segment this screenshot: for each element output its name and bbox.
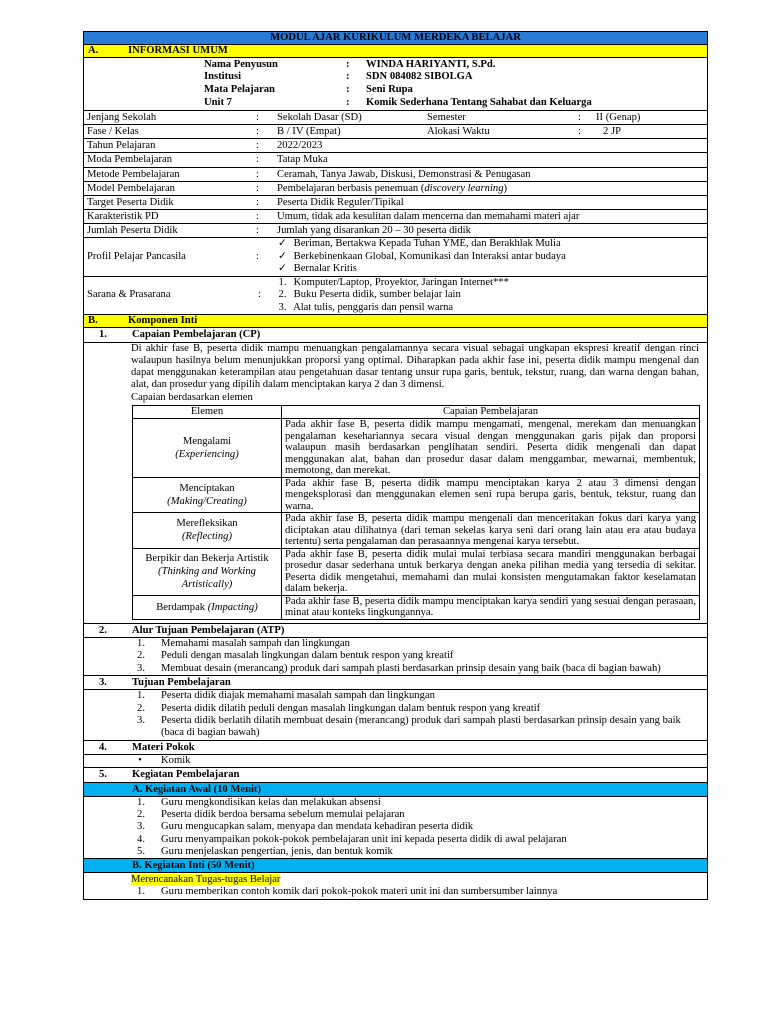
info-colon: : [256,250,259,262]
element-english: (Impacting) [207,601,258,613]
sarana-item [274,277,707,290]
kegiatan-inti-body [84,873,707,899]
cp-label: Capaian Pembelajaran (CP) [132,329,261,341]
list-item [131,703,699,715]
identity-value: WINDA HARIYANTI, S.Pd. [366,58,496,70]
atp-heading [84,624,707,639]
identity-institution [84,71,707,84]
list-item [131,715,699,740]
sarana-item [274,302,707,315]
item-text: Memahami masalah sampah dan lingkungan [161,638,350,650]
element-description: Pada akhir fase B, peserta didik mampu mengenali dan menceritakan fokus dari karya yang diciptakan atau dilihatnya (dari teman sekelas karya seni dari orang lain atau era atau budaya tertentu) serta pengalaman dan perasaannya mengenai karya tersebut. [282,513,700,549]
identity-colon: : [346,84,350,96]
element-cell [133,477,282,513]
list-item [131,821,699,833]
element-english: (Thinking and Working Artistically) [158,566,256,591]
item-number: 3. [137,715,145,726]
kegiatan-label: Kegiatan Pembelajaran [132,769,240,781]
model-italic: discovery learning [424,182,504,194]
item-number: 1. [137,796,145,808]
info-value: 2 JP [603,126,621,138]
checkmark-icon: ✓ [278,263,287,275]
list-item [131,690,699,702]
list-item [131,755,699,767]
info-row-karakteristik [84,210,707,224]
identity-block [84,58,707,111]
info-row-target [84,196,707,210]
info-key: Tahun Pelajaran [87,140,156,152]
info-value: Peserta Didik Reguler/Tipikal [277,196,404,208]
materi-heading [84,741,707,756]
tujuan-number: 3. [99,676,107,688]
lesson-module-page [83,31,708,900]
cp-body [84,343,707,624]
identity-value: Seni Rupa [366,84,413,96]
info-key: Metode Pembelajaran [87,168,180,180]
item-number: 4. [137,833,145,845]
identity-subject [84,84,707,97]
identity-colon: : [346,71,350,83]
info-colon: : [256,196,259,208]
item-text: Alat tulis, penggaris dan pensil warna [293,301,454,313]
table-row [133,548,700,595]
info-key: Karakteristik PD [87,210,159,222]
item-number: 1. [137,886,145,898]
element-name: Mengalami [182,435,232,447]
element-cell [133,548,282,595]
section-a-label: INFORMASI UMUM [128,45,228,56]
materi-number: 4. [99,741,107,753]
identity-key: Unit 7 [204,96,232,108]
item-text: Buku Peserta didik, sumber belajar lain [293,289,461,301]
identity-key: Institusi [204,71,242,83]
info-colon: : [256,140,259,152]
info-key: Semester [427,112,466,124]
info-colon: : [256,210,259,222]
info-value: Umum, tidak ada kesulitan dalam mencerna dan memahami materi ajar [277,210,580,222]
info-key: Fase / Kelas [87,126,139,138]
item-number: 2. [278,289,287,301]
item-number: 1. [137,690,145,702]
profil-text: Bernalar Kritis [293,263,357,275]
item-text: Guru memberikan contoh komik dari pokok-pokok materi unit ini dan sumbersumber lainnya [161,886,558,898]
element-description: Pada akhir fase B, peserta didik mampu menciptakan karya sendiri yang sesuai dengan perasaan, minat atau konteks lingkungannya. [282,595,700,619]
table-header-elemen: Elemen [133,406,282,419]
item-text: Peserta didik berdoa bersama sebelum memulai pelajaran [161,809,405,821]
tujuan-body [84,690,707,740]
kegiatan-inti-sub [131,873,699,886]
item-text: Guru mengkondisikan kelas dan melakukan absensi [161,796,381,808]
element-cell [133,419,282,478]
kegiatan-awal-label: A. Kegiatan Awal (10 Menit) [132,783,261,795]
element-cell [133,595,282,619]
item-text: Komputer/Laptop, Proyektor, Jaringan Internet*** [293,276,509,288]
identity-value: SDN 084082 SIBOLGA [366,71,473,83]
table-header-capaian: Capaian Pembelajaran [282,406,700,419]
element-description: Pada akhir fase B, peserta didik mulai mulai terbiasa secara mandiri menggunakan berbagai prosedur dasar sederhana untuk berkarya dengan aneka pilihan media yang tersedia di sekitar. Peserta didik mengetahui, memahami dan mulai konsisten mengutamakan faktor keselamatan dalam bekerja. [282,548,700,595]
info-key: Moda Pembelajaran [87,154,173,166]
list-item [131,663,699,675]
info-colon: : [256,224,259,236]
table-header-row [133,406,700,419]
element-name: Menciptakan [179,482,235,494]
kegiatan-heading [84,768,707,783]
cp-heading [84,328,707,343]
model-text: Pembelajaran berbasis penemuan ( [277,182,425,194]
item-text: Guru menjelaskan pengertian, jenis, dan bentuk komik [161,846,393,858]
model-close: ) [503,182,508,194]
kegiatan-inti-sublabel: Merencanakan Tugas-tugas Belajar [131,874,281,886]
checkmark-icon: ✓ [278,250,287,262]
cp-number: 1. [99,329,107,341]
info-row-metode [84,168,707,182]
item-text: Peduli dengan masalah lingkungan dalam bentuk respon yang kreatif [161,650,454,662]
info-colon: : [578,126,581,138]
list-item [131,846,699,858]
item-text: Guru mengucapkan salam, menyapa dan mendata kehadiran peserta didik [161,821,474,833]
info-value: Ceramah, Tanya Jawab, Diskusi, Demonstrasi & Penugasan [277,168,531,180]
table-row [133,419,700,478]
item-text: Komik [161,755,191,767]
info-colon: : [578,112,581,124]
element-english: (Reflecting) [182,531,232,543]
identity-key: Mata Pelajaran [204,84,275,96]
info-value: B / IV (Empat) [277,126,341,138]
kegiatan-awal-body [84,797,707,859]
item-text: Guru menyampaikan pokok-pokok pembelajaran unit ini kepada peserta didik di awal pelajaran [161,833,567,845]
info-row-jenjang [84,111,707,125]
item-number: 3. [137,821,145,833]
element-name: Berdampak [156,601,206,613]
info-value [277,182,507,195]
info-row-sarana [84,277,707,316]
info-colon: : [256,154,259,166]
kegiatan-number: 5. [99,769,107,781]
table-row [133,477,700,513]
info-row-model [84,182,707,196]
profil-text: Berkebinenkaan Global, Komunikasi dan Interaksi antar budaya [293,250,566,262]
section-b-number: B. [88,315,98,327]
identity-colon: : [346,58,350,70]
atp-body [84,638,707,676]
info-colon: : [256,182,259,194]
section-b-label: Komponen Inti [128,315,198,327]
info-key: Jenjang Sekolah [87,112,157,124]
profil-item [274,238,707,251]
item-text: Membuat desain (merancang) produk dari sampah plasti berdasarkan prinsip desain yang baik (baca di bagian bawah) [161,662,661,674]
info-value: II (Genap) [596,112,641,124]
materi-body [84,755,707,768]
kegiatan-awal-heading [84,783,707,797]
element-english: (Making/Creating) [167,495,247,507]
item-number: 2. [137,809,145,821]
item-text: Peserta didik diajak memahami masalah sampah dan lingkungan [161,690,435,702]
identity-value: Komik Sederhana Tentang Sahabat dan Keluarga [366,96,592,108]
section-a-header [84,45,707,58]
element-name: Berpikir dan Bekerja Artistik [145,553,269,565]
element-english: (Experiencing) [175,448,239,460]
cp-paragraph: Di akhir fase B, peserta didik mampu menuangkan pengalamannya secara visual sebagai ungkapan ekspresi kreatif dengan rinci walaupun hasilnya belum menunjukkan proporsi yang optimal. Diharapkan pada akhir fase ini, peserta didik mampu mengenal dan dapat menggunakan keterampilan atau pengetahuan dasar tentang unsur rupa garis, bentuk, tekstur, ruang, dan warna dengan bahan, alat, dan prosedur yang dipilih dalam menciptakan karya 2 dan 3 dimensi. [131,342,699,391]
info-key: Sarana & Prasarana [87,289,171,301]
kegiatan-inti-label: B. Kegiatan Inti (50 Menit) [132,860,255,872]
list-item [131,886,699,898]
identity-key: Nama Penyusun [204,58,278,70]
info-key: Alokasi Waktu [427,126,490,138]
item-number: 1. [137,638,145,650]
table-row [133,595,700,619]
profil-item [274,251,707,264]
cp-element-table [132,405,700,620]
profil-item [274,263,707,276]
item-number: 2. [137,650,145,662]
item-text: Peserta didik berlatih dilatih membuat desain (merancang) produk dari sampah plasti berdasarkan prinsip desain yang baik (baca di bagian bawah) [161,715,681,739]
sarana-item [274,289,707,302]
list-item [131,809,699,821]
section-a-number: A. [88,45,99,56]
info-row-fase [84,125,707,139]
checkmark-icon: ✓ [278,238,287,250]
atp-number: 2. [99,624,107,636]
element-cell [133,513,282,549]
info-key: Model Pembelajaran [87,182,175,194]
table-row [133,513,700,549]
element-description: Pada akhir fase B, peserta didik mampu menciptakan karya 2 atau 3 dimensi dengan mengeksplorasi dan menggunakan elemen seni rupa berupa garis, bentuk, tekstur, ruang dan warna. [282,477,700,513]
identity-colon: : [346,96,350,108]
info-colon: : [256,126,259,138]
info-key: Target Peserta Didik [87,196,174,208]
info-colon: : [256,168,259,180]
info-value: Jumlah yang disarankan 20 – 30 peserta didik [277,224,471,236]
identity-author [84,59,707,72]
profil-text: Beriman, Bertakwa Kepada Tuhan YME, dan Berakhlak Mulia [293,238,561,250]
identity-unit [84,97,707,110]
info-key: Profil Pelajar Pancasila [87,250,186,262]
info-row-jumlah [84,224,707,238]
item-number: 2. [137,702,145,714]
element-name: Merefleksikan [176,518,238,530]
element-description: Pada akhir fase B, peserta didik mampu mengamati, mengenal, merekam dan menuangkan pengalaman kesehariannya secara visual dengan menggunakan garis pijak dan proporsi walaupun masih berdasarkan penglihatan sendiri. Peserta didik mengenali dan dapat menggunakan alat, bahan dan prosedur dasar dalam menggambar, mewarnai, membentuk, memotong, dan merekat. [282,419,700,478]
info-row-tahun [84,139,707,153]
info-key: Jumlah Peserta Didik [87,224,178,236]
item-text: Peserta didik dilatih peduli dengan masalah lingkungan dalam bentuk respon yang kreatif [161,702,541,714]
info-value: 2022/2023 [277,140,323,152]
item-number: 5. [137,846,145,858]
info-value: Sekolah Dasar (SD) [277,112,362,124]
info-value: Tatap Muka [277,154,328,166]
bullet-icon: • [138,755,142,767]
list-item [131,638,699,650]
info-colon: : [256,112,259,124]
tujuan-heading [84,676,707,691]
tujuan-label: Tujuan Pembelajaran [132,676,231,688]
list-item [131,834,699,846]
info-row-profil [84,238,707,277]
item-number: 1. [278,276,287,288]
document-title: MODUL AJAR KURIKULUM MERDEKA BELAJAR [84,32,707,45]
materi-label: Materi Pokok [132,741,195,753]
info-row-moda [84,153,707,167]
info-colon: : [258,289,261,301]
cp-by-element-label: Capaian berdasarkan elemen [131,391,253,403]
item-number: 3. [278,301,287,313]
section-b-header [84,315,707,328]
kegiatan-inti-heading [84,859,707,873]
list-item [131,650,699,662]
list-item [131,797,699,809]
atp-label: Alur Tujuan Pembelajaran (ATP) [132,624,285,636]
item-number: 3. [137,662,145,674]
